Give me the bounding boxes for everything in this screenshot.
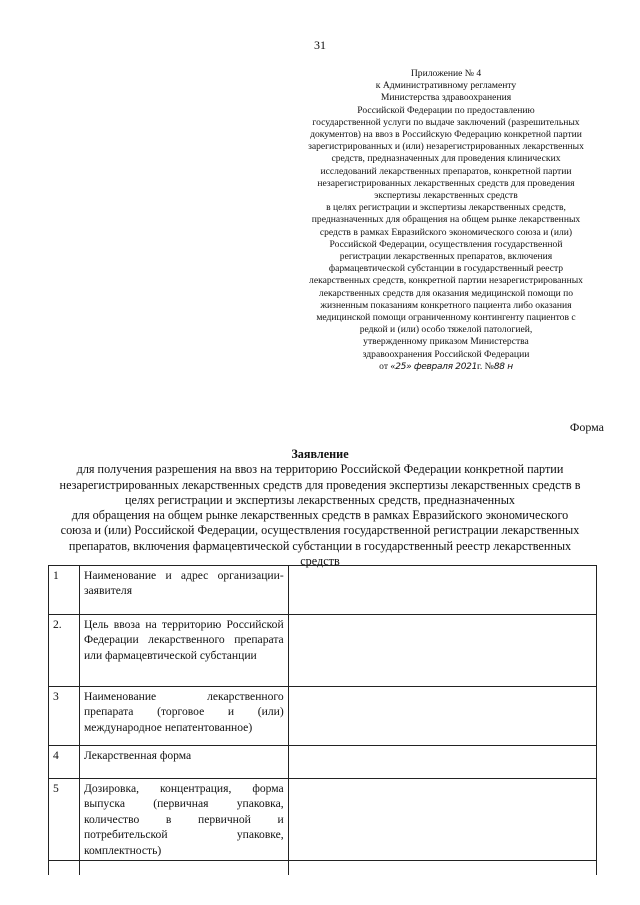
row-label-text: Цель ввоза на территорию Российской Федерации лекарственного препарата или фармацевтической субстанции [83, 618, 284, 662]
table-row [49, 746, 597, 779]
heading-line: для получения разрешения на ввоз на территорию Российской Федерации конкретной партии [76, 462, 564, 477]
appendix-line: в целях регистрации и экспертизы лекарственных средств, [326, 202, 566, 214]
appendix-line: редкой и (или) особо тяжелой патологией, [359, 324, 533, 336]
appendix-line: незарегистрированных лекарственных средств для проведения [317, 177, 575, 189]
row-label-text: Лекарственная форма [83, 749, 192, 762]
appendix-line: лекарственных средств для оказания медицинской помощи по [318, 287, 574, 299]
row-number: 2. [49, 615, 80, 687]
table-row [49, 687, 597, 746]
table-row [49, 615, 597, 687]
appendix-line: средств, предназначенных для проведения клинических [331, 153, 561, 165]
row-value-field[interactable] [288, 566, 596, 615]
appendix-line: государственной услуги по выдаче заключений (разрешительных [312, 116, 580, 128]
appendix-line: жизненным показаниям конкретного пациента либо оказания [320, 299, 572, 311]
row-label [79, 566, 288, 615]
appendix-line: медицинской помощи ограниченному контингенту пациентов с [316, 312, 576, 324]
table-row-continuation [49, 861, 597, 876]
table-row [49, 566, 597, 615]
row-number: 1 [49, 566, 80, 615]
appendix-line: регистрации лекарственных препаратов, включения [339, 251, 553, 263]
appendix-line: документов) на ввоз в Российскую Федерацию конкретной партии [310, 129, 582, 141]
appendix-line: фармацевтической субстанции в государственный реестр [328, 263, 564, 275]
appendix-line: Министерства здравоохранения [380, 92, 512, 104]
row-label-text: Наименование и адрес организации-заявителя [83, 569, 284, 598]
heading-line: незарегистрированных лекарственных средств для проведения экспертизы лекарственных средств в [59, 477, 581, 492]
row-label-text: Наименование лекарственного препарата (торговое и (или) международное непатентованное) [83, 690, 284, 734]
appendix-line: лекарственных средств, конкретной партии незарегистрированных [309, 275, 583, 287]
appendix-line: экспертизы лекарственных средств [374, 190, 518, 202]
appendix-line: исследований лекарственных препаратов, конкретной партии [320, 165, 572, 177]
heading-line: союза и (или) Российской Федерации, осуществления государственной регистрации лекарственных [60, 523, 580, 538]
row-value-field[interactable] [288, 746, 596, 779]
row-value-field[interactable] [288, 779, 596, 861]
row-number [49, 861, 80, 876]
appendix-line: предназначенных для обращения на общем рынке лекарственных [311, 214, 581, 226]
form-label: Форма [569, 420, 604, 434]
row-label [79, 687, 288, 746]
row-label [79, 746, 288, 779]
application-form-table [48, 565, 597, 875]
date-mid: г. № [477, 360, 494, 372]
row-number: 5 [49, 779, 80, 861]
appendix-line: средств в рамках Евразийского экономического союза и (или) [319, 226, 573, 238]
handwritten-order-number: 88 н [493, 361, 513, 372]
handwritten-date: 25» февраля 2021 [395, 361, 477, 372]
row-label [79, 861, 288, 876]
table-row [49, 779, 597, 861]
appendix-header [286, 68, 606, 373]
appendix-line: утвержденному приказом Министерства [363, 336, 529, 348]
row-number: 3 [49, 687, 80, 746]
application-title: Заявление [291, 447, 349, 461]
heading-line: для обращения на общем рынке лекарственных средств в рамках Евразийского экономического [71, 508, 569, 523]
application-heading [30, 447, 610, 569]
appendix-line: Российской Федерации, осуществления государственной [329, 238, 563, 250]
heading-line: препаратов, включения фармацевтической субстанции в государственный реестр лекарственных [68, 538, 572, 553]
appendix-line: к Административному регламенту [375, 80, 517, 92]
appendix-line: здравоохранения Российской Федерации [362, 348, 530, 360]
appendix-line: Приложение № 4 [410, 68, 482, 79]
row-number: 4 [49, 746, 80, 779]
appendix-line: зарегистрированных и (или) незарегистрированных лекарственных [308, 141, 584, 153]
row-label [79, 779, 288, 861]
heading-line: средств [300, 554, 340, 569]
page-number: 31 [314, 38, 326, 52]
heading-line: целях регистрации и экспертизы лекарственных средств, предназначенных [125, 492, 515, 507]
row-label-text: Дозировка, концентрация, форма выпуска (первичная упаковка, количество в первичной и потребительской упаковке, комплектность) [83, 782, 284, 857]
row-value-field[interactable] [288, 615, 596, 687]
row-value-field[interactable] [288, 861, 596, 876]
appendix-line: Российской Федерации по предоставлению [357, 104, 535, 116]
row-value-field[interactable] [288, 687, 596, 746]
order-date-line [286, 361, 606, 373]
date-prefix: от « [379, 360, 396, 372]
row-label [79, 615, 288, 687]
